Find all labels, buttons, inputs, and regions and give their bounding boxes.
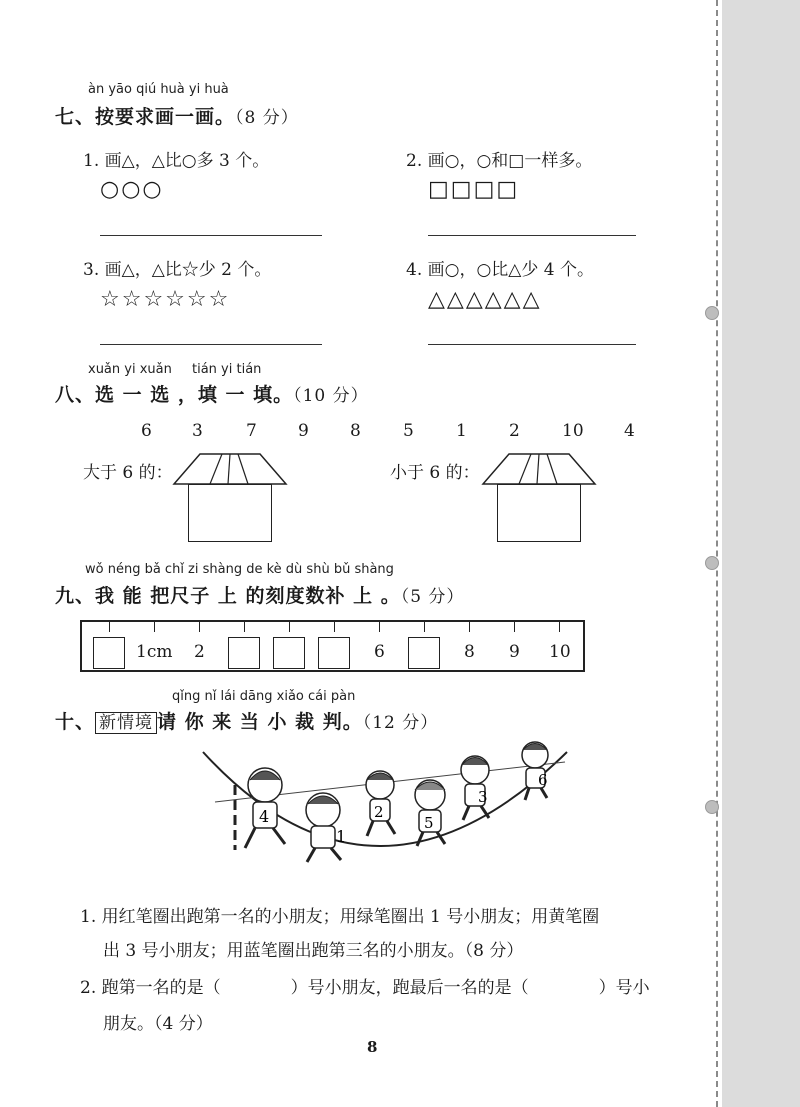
ruler-tick [514, 622, 515, 632]
number-item: 10 [562, 421, 584, 441]
runner-2[interactable] [366, 771, 395, 836]
ruler-tick [424, 622, 425, 632]
number-item: 3 [192, 421, 203, 441]
section7-pinyin: àn yāo qiú huà yi huà [88, 82, 229, 97]
ruler-tick [334, 622, 335, 632]
ruler-tick [559, 622, 560, 632]
runner-6[interactable] [522, 742, 548, 800]
section9-title: 九、我 能 把尺子 上 的刻度数补 上 。 [55, 585, 401, 607]
s7-q4-answer-line[interactable] [428, 344, 636, 345]
greater-than-6-answer-box[interactable] [188, 484, 272, 542]
number-item: 7 [246, 421, 257, 441]
number-item: 5 [403, 421, 414, 441]
section10-title: 请 你 来 当 小 裁 判。 [157, 711, 363, 733]
number-item: 9 [298, 421, 309, 441]
s7-q1-shapes: ○○○ [100, 177, 164, 202]
ruler-tick [244, 622, 245, 632]
runner-4[interactable] [245, 768, 285, 848]
s10-q2-line1 [80, 973, 650, 998]
less-than-6-answer-box[interactable] [497, 484, 581, 542]
race-illustration [175, 740, 595, 870]
section10-prefix: 十、 [55, 711, 96, 733]
s7-q3-text: 3. 画△，△比☆少 2 个。 [83, 260, 272, 280]
ruler [80, 620, 585, 672]
runner-5[interactable] [415, 780, 445, 846]
page-number: 8 [367, 1038, 378, 1056]
number-item: 4 [624, 421, 635, 441]
section8-pinyin-2: tián yi tián [192, 362, 262, 377]
s7-q3-answer-line[interactable] [100, 344, 322, 345]
new-context-tag: 新情境 [95, 712, 157, 734]
ruler-tick [289, 622, 290, 632]
ruler-label: 9 [509, 642, 520, 662]
number-item: 6 [141, 421, 152, 441]
ruler-tick [199, 622, 200, 632]
ruler-tick [469, 622, 470, 632]
runner-number: 6 [538, 771, 548, 789]
cut-line [716, 0, 718, 1107]
ruler-label: 8 [464, 642, 475, 662]
runner-number: 1 [336, 827, 347, 846]
section9-score: （5 分） [400, 587, 465, 607]
s10-q2-part1: 2. 跑第一名的是（ [80, 978, 221, 998]
section7-score: （8 分） [235, 108, 299, 128]
greater-house-roof [172, 452, 288, 486]
ruler-tick [109, 622, 110, 632]
runner-1[interactable] [306, 793, 346, 862]
section10-heading [55, 707, 438, 734]
greater-than-6-label: 大于 6 的： [83, 463, 173, 483]
s7-q4-text: 4. 画○，○比△少 4 个。 [406, 260, 594, 280]
s7-q2-text: 2. 画○，○和□一样多。 [406, 151, 593, 171]
s7-q2-answer-line[interactable] [428, 235, 636, 236]
runner-number: 2 [374, 803, 384, 821]
binding-hole-icon [705, 306, 719, 320]
section7-title: 七、按要求画一画。 [55, 106, 236, 128]
s7-q1-text: 1. 画△，△比○多 3 个。 [83, 151, 270, 171]
ruler-label: 6 [374, 642, 385, 662]
ruler-label: 1cm [136, 642, 173, 662]
section9-heading [55, 581, 464, 608]
s7-q3-shapes: ☆☆☆☆☆☆ [100, 287, 231, 312]
section10-pinyin: qǐng nǐ lái dāng xiǎo cái pàn [172, 689, 356, 704]
ruler-blank-5[interactable] [318, 637, 350, 669]
ruler-tick [154, 622, 155, 632]
s7-q2-shapes: □□□□ [428, 177, 520, 202]
runner-number: 5 [424, 814, 434, 832]
ruler-blank-4[interactable] [273, 637, 305, 669]
ruler-blank-3[interactable] [228, 637, 260, 669]
s10-q1-line2: 出 3 号小朋友；用蓝笔圈出跑第三名的小朋友。（8 分） [103, 941, 524, 961]
s10-q2-part2: ）号小朋友，跑最后一名的是（ [290, 978, 529, 998]
ruler-tick [379, 622, 380, 632]
section8-pinyin-1: xuǎn yi xuǎn [88, 362, 172, 377]
less-house-roof [481, 452, 597, 486]
ruler-blank-0[interactable] [93, 637, 125, 669]
runner-number: 3 [478, 788, 488, 806]
s10-q2-line2: 朋友。（4 分） [103, 1014, 213, 1034]
number-item: 1 [456, 421, 467, 441]
s7-q1-answer-line[interactable] [100, 235, 322, 236]
runner-3[interactable] [461, 756, 489, 820]
section8-heading [55, 380, 369, 407]
less-than-6-label: 小于 6 的： [390, 463, 480, 483]
s10-q2-part3: ）号小 [598, 978, 650, 998]
section10-score: （12 分） [362, 713, 439, 733]
number-item: 2 [509, 421, 520, 441]
section8-title: 八、选 一 选 ，填 一 填。 [55, 384, 294, 406]
section8-score: （10 分） [293, 386, 369, 406]
binding-strip [722, 0, 800, 1107]
binding-hole-icon [705, 556, 719, 570]
section9-pinyin: wǒ néng bǎ chǐ zi shàng de kè dù shù bǔ shàng [85, 562, 394, 577]
ruler-label: 2 [194, 642, 205, 662]
ruler-blank-7[interactable] [408, 637, 440, 669]
runner-number: 4 [259, 807, 270, 826]
s7-q4-shapes: △△△△△△ [428, 287, 542, 312]
ruler-label: 10 [549, 642, 571, 662]
number-item: 8 [350, 421, 361, 441]
binding-hole-icon [705, 800, 719, 814]
section7-heading [55, 102, 299, 129]
s10-q1-line1: 1. 用红笔圈出跑第一名的小朋友；用绿笔圈出 1 号小朋友；用黄笔圈 [80, 907, 600, 927]
